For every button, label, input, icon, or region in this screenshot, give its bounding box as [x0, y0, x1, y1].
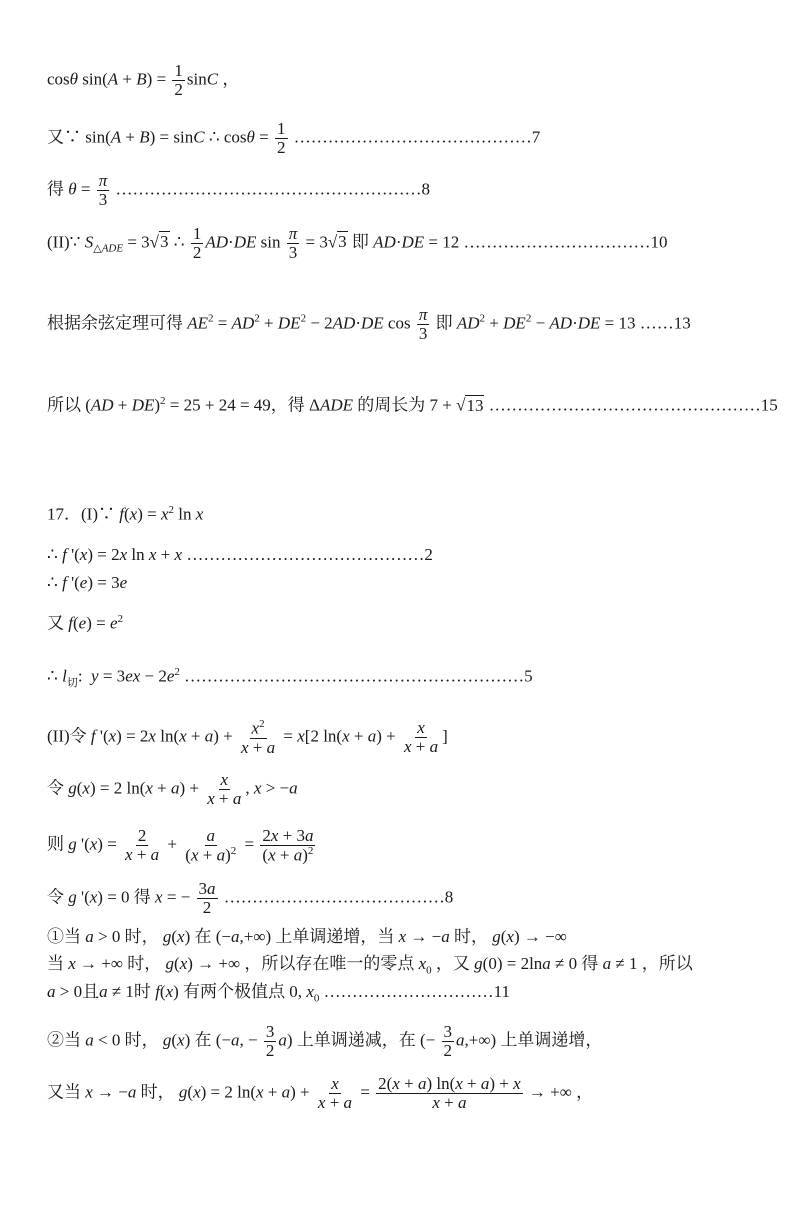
score-15: 15: [760, 395, 778, 415]
score-q11: 11: [493, 982, 510, 1001]
line-14: 则 g '(x) = $\frac{2}{x + a}$ + $\frac{a}{(x + a)^2}$ = $\frac{2x + 3a}{(x + a)^2}$: [47, 826, 314, 865]
score-10: 10: [650, 232, 668, 252]
score-7: 7: [531, 127, 541, 147]
score-8: 8: [421, 179, 430, 199]
line-3: 得 θ = $\frac{\pi}{3}$ ………………………………………………8: [47, 171, 430, 209]
line-9: ∴ f '(e) = 3e: [47, 573, 128, 592]
line-8: ∴ f '(x) = 2x ln x + x ……………………………………2: [47, 545, 433, 564]
line-2: 又∵ sin(A + B) = sinC ∴ cosθ = $\frac{1}{2}$ ……………………………………7: [47, 119, 541, 157]
score-q8: 8: [444, 887, 454, 907]
line-4: (II)∵ $S_{\triangle ADE} = 3√3$ ∴ $\frac{1}{2}$ AD·DE sin $\frac{\pi}{3}$ = 3√3 即 AD·DE = 12 ……………………………10: [47, 224, 668, 262]
line-12: (II)令 f '(x) = 2x ln(x + a) + $\frac{x^2}{x + a}$ = x[2 ln(x + a) + $\frac{x}{x + a}$ ]: [47, 718, 448, 757]
score-q2: 2: [424, 545, 433, 564]
line-19: ②当 a < 0 时， g(x) 在 (−a, − $\frac{3}{2}$ a) 上单调递减，在 (− $\frac{3}{2}$ a,+∞) 上单调递增，: [47, 1022, 603, 1060]
line-18: a > 0且a ≠ 1时 f(x) 有两个极值点 0, $x_0$ …………………………11: [47, 982, 510, 1005]
line-6: 所以 (AD + DE)$^2$ = 25 + 24 = 49，得 ΔADE 的周长为 7 + √13 …………………………………………15: [47, 395, 778, 415]
line-17: 当 x → +∞ 时， g(x) → +∞ ，所以存在唯一的零点 $x_0$ ，又 g(0) = 2lna ≠ 0 得 a ≠ 1 ，所以: [47, 954, 693, 977]
score-q5: 5: [524, 666, 533, 686]
line-10: 又 $f(e) = e^2$: [47, 613, 123, 633]
line-20: 又当 x → −a 时， g(x) = 2 ln(x + a) + $\frac{x}{x + a}$ = $\frac{2(x + a) \ln(x + a) + x}{x + a}$ → +∞ ，: [47, 1074, 594, 1112]
line-1: cosθ sin(A + B) = $\frac{1}{2}$ sinC ，: [47, 61, 240, 99]
line-7: 17．(I)∵ $f(x) = x^2$ ln x: [47, 504, 204, 524]
line-13: 令 g(x) = 2 ln(x + a) + $\frac{x}{x + a}$ , x > −a: [47, 770, 298, 808]
line-5: 根据余弦定理可得 $AE^2 = AD^2 + DE^2 - 2AD\cdot DE$ cos $\frac{\pi}{3}$ 即 $AD^2 + DE^2 - AD\cdot DE = 13$ ……13: [47, 305, 691, 343]
score-13: 13: [673, 313, 691, 333]
line-16: ①当 a > 0 时， g(x) 在 (−a,+∞) 上单调递增，当 x → −a 时， g(x) → −∞: [47, 927, 567, 946]
line-11: ∴ $l_切$: $y = 3ex - 2e^2$ ……………………………………………………5: [47, 666, 533, 690]
line-15: 令 g '(x) = 0 得 x = − $\frac{3a}{2}$ …………………………………8: [47, 879, 454, 917]
